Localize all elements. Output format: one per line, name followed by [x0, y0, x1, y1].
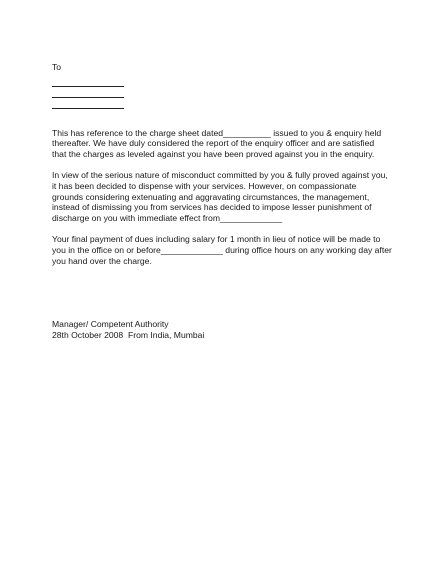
- address-blank-line-3: [52, 98, 124, 109]
- date-place: 28th October 2008 From India, Mumbai: [52, 329, 205, 340]
- recipient-block: [52, 62, 392, 109]
- address-blank-line-1: [52, 76, 124, 87]
- address-blank-line-2: [52, 87, 124, 98]
- to-label: To: [52, 62, 62, 72]
- signatory-title: Manager/ Competent Authority: [52, 319, 169, 330]
- paragraph-charge-sheet: This has reference to the charge sheet dated__________ issued to you & enquiry held thereafter. We have duly considered the report of the enquiry officer and are satisfied that the charges as leveled against you have been proved against you in the enquiry.: [52, 127, 382, 159]
- paragraph-discharge-decision: In view of the serious nature of misconduct committed by you & fully proved against you, it has been decided to dispense with your services. However, on compassionate grounds considering extenuating and aggravating circumstances, the management, instead of dismissing you from services has decided to impose lesser punishment of discharge on you with immediate effect from_____________: [52, 170, 388, 223]
- signature-block: [52, 319, 392, 340]
- paragraph-final-payment: Your final payment of dues including salary for 1 month in lieu of notice will be made to you in the office on or before_____________ during office hours on any working day after you hand over the charge.: [52, 234, 392, 266]
- letter-page: [52, 62, 392, 340]
